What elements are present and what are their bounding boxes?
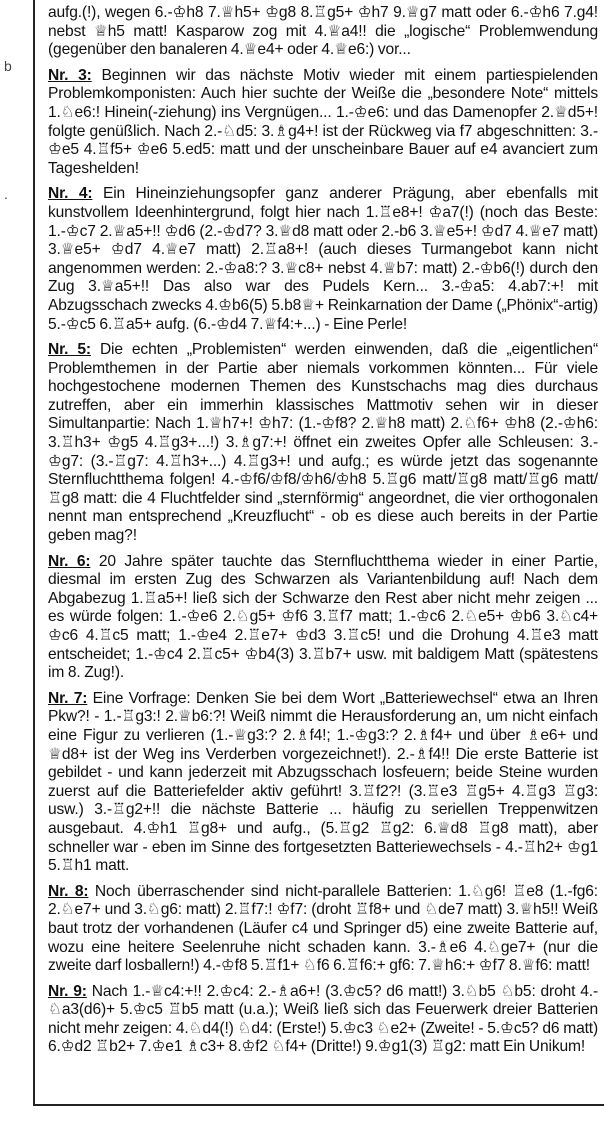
paragraph-heading: Nr. 8: xyxy=(48,882,89,900)
margin-mark: b xyxy=(4,58,12,74)
paragraph-nr7 xyxy=(48,690,598,876)
paragraph-heading: Nr. 5: xyxy=(48,341,91,359)
bottom-rule xyxy=(33,1104,604,1106)
paragraph-text: Eine Vorfrage: Denken Sie bei dem Wort „Batteriewechsel“ etwa an Ihren Pkw?! - 1.-♖g3:! 2.♕b6:?! Weiß nimmt die Herausforderung an, um nicht einfach eine Figur zu verlieren (1.-♕g3:? 2.♗f4!; 1.-♔g3:? 2.♗f4+ und über ♗e6+ und ♕d8+ ist der Weg ins Verderben vorgezeichnet!). 2.-♗f4!! Die erste Batterie ist gebildet - und kann jederzeit mit Abzugsschach losfeuern; beide Steine wurden zuerst auf die Batteriefelder aktiv geführt! 3.♖f2?! (3.♖e3 ♖g5+ 4.♖g3 ♖g3: usw.) 3.-♖g2+!! die nächste Batterie ... häufig zu seriellen Treppenwitzen ausgebaut. 4.♔h1 ♖g8+ und aufg., (5.♖g2 ♖g2: 6.♕d8 ♖g8 matt), aber schneller war - eben im Sinne des fortgesetzten Batteriewechsels - 4.-♖h2+ ♔g1 5.♖h1 matt. xyxy=(48,689,598,875)
paragraph-text: 20 Jahre später tauchte das Sternfluchtthema wieder in einer Partie, diesmal im ersten Zug des Schwarzen als Variantenbildung auf! Nach dem Abgabezug 1.♖a5+! ließ sich der Schwarze den Rest aber nicht mehr zeigen ... es würde folgen: 1.-♔e6 2.♘g5+ ♔f6 3.♖f7 matt; 1.-♔c6 2.♘e5+ ♔b6 3.♘c4+ ♔c6 4.♖c5 matt; 1.-♔e4 2.♖e7+ ♔d3 3.♖c5! und die Drohung 4.♖e3 matt entscheidet; 1.-♔c4 2.♖c5+ ♔b4(3) 3.♖b7+ usw. mit baldigem Matt (spätestens im 8. Zug!). xyxy=(48,552,598,682)
paragraph-nr5 xyxy=(48,341,598,546)
paragraph-text: Die echten „Problemisten“ werden einwenden, daß die „eigentlichen“ Problemthemen in der Partie aber niemals vorkommen könnten... Für viele hochgestochene modernen Themen des Kunstschachs mag dies durchaus zutreffen, aber ein immerhin klassisches Mattmotiv sehen wir in dieser Simultanpartie: Nach 1.♕h7+! ♔h7: (1.-♔f8? 2.♕h8 matt) 2.♘f6+ ♔h8 (2.-♔h6: 3.♖h3+ ♔g5 4.♖g3+...!) 3.♗g7:+! öffnet ein zweites Opfer alle Schleusen: 3.-♔g7: (3.-♖g7: 4.♖h3+...) 4.♖g3+! und aufg.; es würde jetzt das sogenannte Sternfluchtthema folgen! 4.-♔f6/♔f8/♔h6/♔h8 5.♖g6 matt/♖g8 matt/♖g6 matt/♖g8 matt: die 4 Fluchtfelder sind „sternförmig“ angeordnet, die vier orthogonalen nennt man entsprechend „Kreuzflucht“ - ob es diese auch bereits in der Partie geben mag?! xyxy=(48,341,598,545)
paragraph-heading: Nr. 9: xyxy=(48,982,87,1000)
left-column-rule xyxy=(33,0,35,1105)
paragraph-intro xyxy=(48,4,598,60)
paragraph-nr3 xyxy=(48,67,598,179)
text-column xyxy=(48,4,598,1064)
paragraph-text: Beginnen wir das nächste Motiv wieder mit einem partiespielenden Problemkomponisten: Auch hier suchte der Weiße die „besondere Note“ mittels 1.♘e6:! Hinein(-ziehung) ins Vergnügen... 1.-♔e6: und das Damenopfer 2.♕d5+! folgte genüßlich. Nach 2.-♘d5: 3.♗g4+! ist der Rückweg via f7 abgeschnitten: 3.-♔e5 4.♖f5+ ♔e6 5.ed5: matt und der unscheinbare Bauer auf e4 avanciert zum Tageshelden! xyxy=(48,66,598,177)
paragraph-text: Nach 1.-♕c4:+!! 2.♔c4: 2.-♗a6+! (3.♔c5? d6 matt!) 3.♘b5 ♘b5: droht 4.-♘a3(d6)+ 5.♔c5 ♖b5 matt (u.a.); Weiß ließ sich das Feuerwerk dreier Batterien nicht mehr zeigen: 4.♘d4(!) ♘d4: (Erste!) 5.♔c3 ♘e2+ (Zweite! - 5.♔c5? d6 matt) 6.♔d2 ♖b2+ 7.♔e1 ♗c3+ 8.♔f2 ♘f4+ (Dritte!) 9.♔g1(3) ♖g2: matt Ein Unikum! xyxy=(48,982,598,1056)
paragraph-heading: Nr. 7: xyxy=(48,689,88,707)
paragraph-text: Ein Hineinziehungsopfer ganz anderer Prägung, aber ebenfalls mit kunstvollem Ideenhintergrund, folgt hier nach 1.♖e8+! ♔a7(!) (noch das Beste: 1.-♔c7 2.♕a5+!! ♔d6 (2.-♔d7? 3.♕d8 matt oder 2.-b6 3.♕e5+! ♔d7 4.♕e7 matt) 3.♕e5+ ♔d7 4.♕e7 matt) 2.♖a8+! (auch dieses Turmangebot kann nicht angenommen werden: 2.-♔a8:? 3.♕c8+ nebst 4.♕b7: matt) 2.-♔b6(!) durch den Zug 3.♕a5+!! Das also war des Pudels Kern... 3.-♔a5: 4.ab7:+! mit Abzugsschach zwecks 4.♔b6(5) 5.b8♕+ Reinkarnation der Dame („Phönix“-artig) 5.-♔c5 6.♖a5+ aufg. (6.-♔d4 7.♕f4:+...) - Eine Perle! xyxy=(48,185,598,333)
paragraph-nr4 xyxy=(48,185,598,334)
paragraph-heading: Nr. 4: xyxy=(48,185,93,203)
paragraph-nr8 xyxy=(48,883,598,976)
paragraph-nr9 xyxy=(48,983,598,1057)
margin-mark: . xyxy=(4,186,8,202)
paragraph-heading: Nr. 3: xyxy=(48,66,92,84)
paragraph-nr6 xyxy=(48,553,598,683)
paragraph-text: Noch überraschender sind nicht-parallele Batterien: 1.♘g6! ♖e8 (1.-fg6: 2.♘e7+ und 3.♘g6: matt) 2.♖f7:! ♔f7: (droht ♖f8+ und ♘de7 matt) 3.♕h5!! Weiß baut trotz der vorhandenen (Läufer c4 und Springer d5) eine zweite Batterie auf, wozu eine heitere Seelenruhe nicht schaden kann. 3.-♗e6 4.♘ge7+ (nur die zweite darf losballern!) 4.-♔f8 5.♖f1+ ♘f6 6.♖f6:+ gf6: 7.♕h6:+ ♔f7 8.♕f6: matt! xyxy=(48,882,598,975)
paragraph-heading: Nr. 6: xyxy=(48,552,91,570)
paragraph-text: aufg.(!), wegen 6.-♔h8 7.♕h5+ ♔g8 8.♖g5+ ♔h7 9.♕g7 matt oder 6.-♔h6 7.g4! nebst ♕h5 matt! Kasparow zog mit 4.♕a4!! die „logische“ Problemwendung (gegenüber den banaleren 4.♕e4+ oder 4.♕e6:) vor... xyxy=(48,4,598,59)
